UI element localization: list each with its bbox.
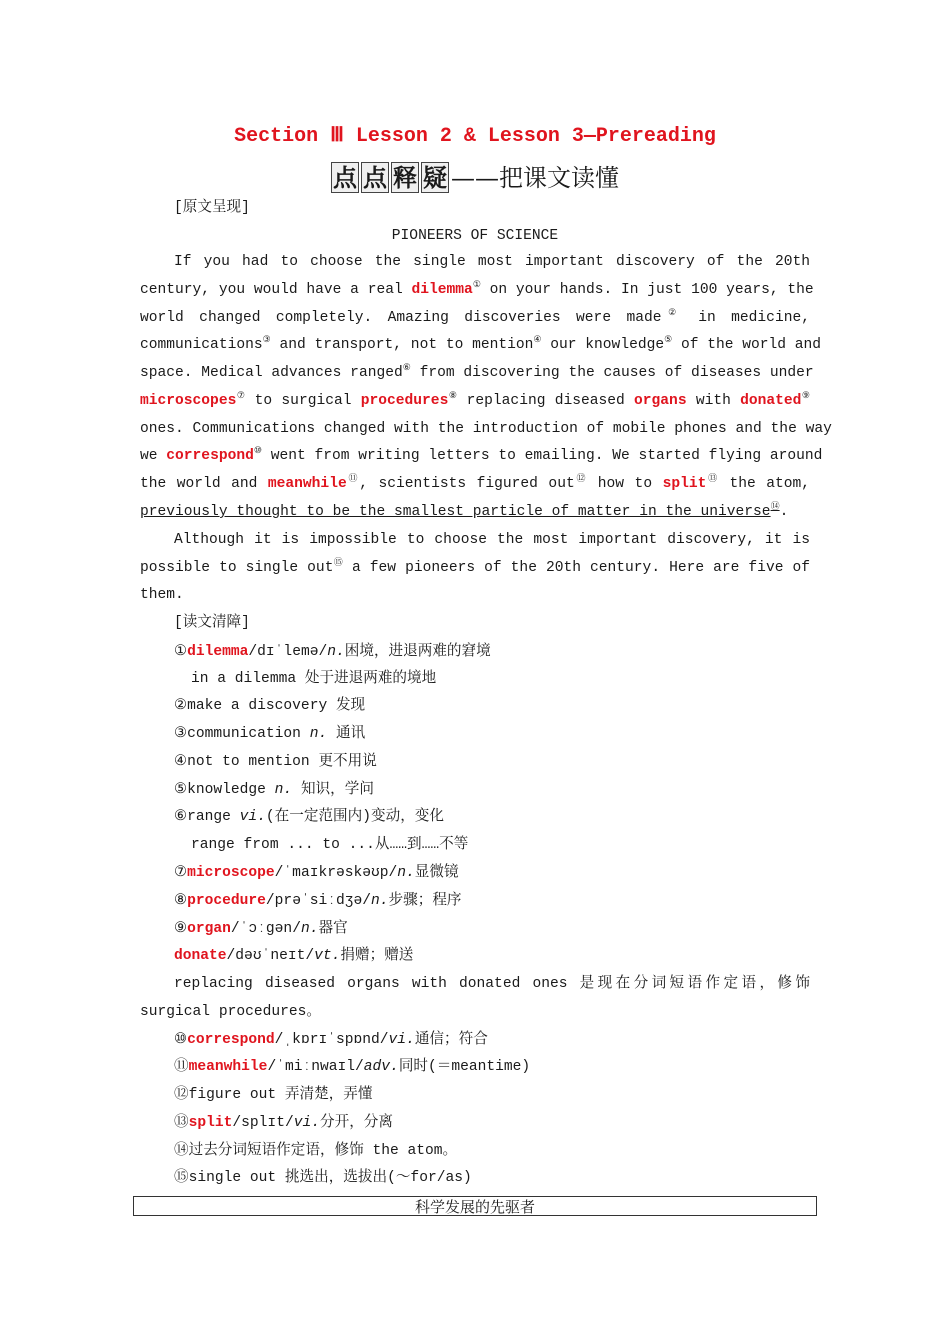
footer-caption-box: 科学发展的先驱者 — [133, 1196, 817, 1216]
note-11: ⑪meanwhile/ˈmiːnwaɪl/adv.同时(＝meantime) — [174, 1059, 531, 1075]
para1-line9: the world and meanwhile⑪, scientists figured out⑫ how to split⑬ the atom, — [140, 474, 811, 492]
note-8: ⑧procedure/prəˈsiːdʒə/n.步骤；程序 — [174, 893, 462, 909]
note-3: ③communication n. 通讯 — [174, 726, 366, 742]
note-6-sub: range from ... to ...从……到……不等 — [191, 837, 469, 853]
note-15: ⑮single out 挑选出，选拔出(～for/as) — [174, 1170, 472, 1186]
note-9-grammar-line2: surgical procedures。 — [140, 1004, 321, 1020]
keyword: procedures — [360, 393, 449, 409]
note-9-grammar-line1: replacing diseased organs with donated ones 是现在分词短语作定语，修饰 — [174, 976, 810, 992]
para1-line6: microscopes⑦ to surgical procedures⑧ replacing diseased organs with donated⑨ — [140, 391, 810, 409]
para2-line3: them. — [140, 587, 184, 603]
keyword: dilemma — [411, 282, 473, 298]
note-10: ⑩correspond/ˌkɒrɪˈspɒnd/vi.通信；符合 — [174, 1032, 488, 1048]
page-title: Section Ⅲ Lesson 2 & Lesson 3—Prereading — [234, 125, 716, 148]
note-9-donate: donate/dəʊˈneɪt/vt.捐赠；赠送 — [174, 948, 414, 964]
para2-line2: possible to single out⑮ a few pioneers of the 20th century. Here are five of — [140, 558, 810, 576]
para1-line2: century, you would have a real dilemma① on your hands. In just 100 years, the — [140, 280, 814, 298]
note-13: ⑬split/splɪt/vi.分开，分离 — [174, 1115, 393, 1131]
underlined-phrase: previously thought to be the smallest particle of matter in the universe — [140, 504, 771, 520]
subtitle-mark: 疑 — [423, 163, 447, 192]
para1-line4: communications③ and transport, not to mention④ our knowledge⑤ of the world and — [140, 335, 822, 353]
para1-line3: world changed completely. Amazing discoveries were made② in medicine, — [140, 308, 810, 326]
para1-line10: previously thought to be the smallest particle of matter in the universe⑭. — [140, 502, 789, 520]
keyword: meanwhile — [267, 476, 347, 492]
passage-title: PIONEERS OF SCIENCE — [391, 228, 559, 244]
para1-line5: space. Medical advances ranged⑥ from discovering the causes of diseases under — [140, 363, 814, 381]
subtitle-mark: 点 — [333, 163, 357, 192]
note-4: ④not to mention 更不用说 — [174, 754, 377, 770]
para1-line1: If you had to choose the single most important discovery of the 20th — [174, 254, 810, 270]
page-subtitle — [140, 158, 810, 193]
keyword: donated — [740, 393, 802, 409]
note-12: ⑫figure out 弄清楚，弄懂 — [174, 1087, 373, 1103]
keyword: microscopes — [140, 393, 237, 409]
subtitle-text: ——把课文读懂 — [451, 164, 619, 192]
note-1: ①dilemma/dɪˈlemə/n.困境，进退两难的窘境 — [174, 642, 491, 660]
keyword: correspond — [166, 448, 254, 464]
keyword: split — [662, 476, 707, 492]
note-1-sub: in a dilemma 处于进退两难的境地 — [191, 671, 437, 687]
note-7: ⑦microscope/ˈmaɪkrəskəʊp/n.显微镜 — [174, 865, 459, 881]
para2-line1: Although it is impossible to choose the most important discovery, it is — [174, 532, 810, 548]
keyword: organs — [634, 393, 687, 409]
note-5: ⑤knowledge n. 知识，学问 — [174, 782, 374, 798]
para1-line7: ones. Communications changed with the introduction of mobile phones and the way — [140, 421, 832, 437]
section-label-notes: [读文清障] — [174, 615, 250, 631]
note-6: ⑥range vi.(在一定范围内)变动，变化 — [174, 809, 444, 825]
section-label-original: [原文呈现] — [174, 200, 250, 216]
subtitle-mark: 释 — [393, 163, 417, 192]
para1-line8: we correspond⑩ went from writing letters to emailing. We started flying around — [140, 446, 823, 464]
note-2: ②make a discovery 发现 — [174, 698, 366, 714]
note-14: ⑭过去分词短语作定语，修饰 the atom。 — [174, 1143, 458, 1159]
subtitle-mark: 点 — [363, 163, 387, 192]
note-9: ⑨organ/ˈɔːɡən/n.器官 — [174, 921, 348, 937]
